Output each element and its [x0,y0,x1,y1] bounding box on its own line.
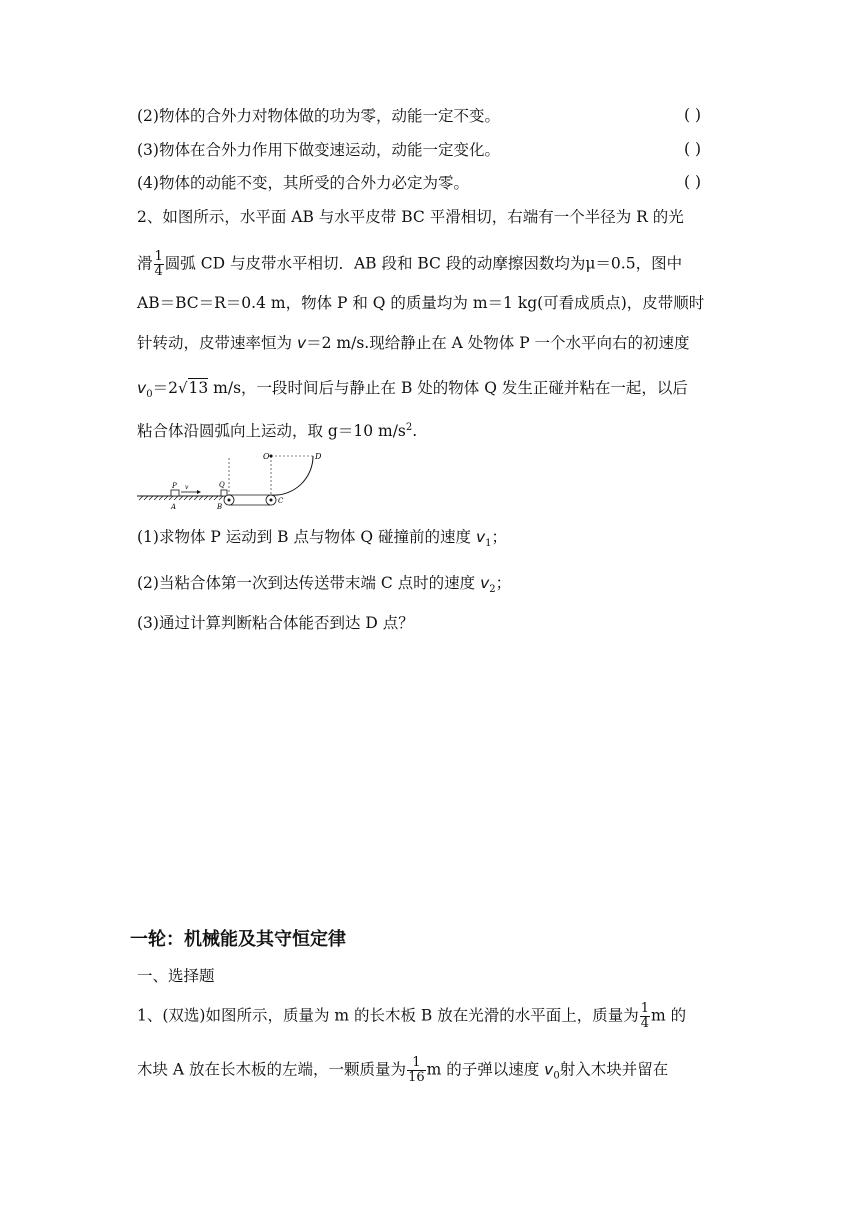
question-3: (3)通过计算判断粘合体能否到达 D 点？ [137,614,414,632]
label-a: A [171,503,177,511]
problem1-line-1: 1、(双选)如图所示，质量为 m 的长木板 B 放在光滑的水平面上，质量为 $\frac{1}{4}$ m 的 [137,1001,687,1031]
block-q [221,490,227,496]
problem1-line-2: 木块 A 放在长木板的左端，一颗质量为 $\frac{1}{16}$ m 的子弹以速度 $v_0$射入木块并留在 [137,1055,669,1085]
judgement-text: (3)物体在合外力作用下做变速运动，动能一定变化。 [137,141,500,159]
problem2-line-6: 粘合体沿圆弧向上运动，取 g＝10 $m/s^2$. [137,422,418,441]
answer-paren: ( ) [684,173,702,191]
section-title: 一轮：机械能及其守恒定律 [130,929,346,950]
judgement-item-2 [137,106,500,126]
velocity-symbol: v [296,334,307,352]
problem2-line-2: 滑 $\frac{1}{4}$ 圆弧 CD 与皮带水平相切．AB 段和 BC 段的动摩擦因数均为μ＝0.5，图中 [137,249,683,279]
question-2: (2)当粘合体第一次到达传送带末端 C 点时的速度 $v_2$； [137,574,512,596]
label-q: Q [219,481,225,489]
label-o: O [263,452,270,461]
velocity-symbol: v [137,379,147,397]
problem2-line-4: 针转动，皮带速率恒为 v＝2 m/s.现给静止在 A 处物体 P 一个水平向右的初速度 [137,334,690,352]
judgement-item-4 [137,173,469,193]
sqrt-radicand: 13 [188,379,209,397]
problem2-line-1: 2、如图所示，水平面 AB 与水平皮带 BC 平滑相切，右端有一个半径为 R 的光 [137,208,684,226]
answer-paren: ( ) [684,106,702,124]
fraction-quarter: $\frac{1}{4}$ [640,1001,650,1031]
label-d: D [315,452,322,461]
arc-cd [271,456,313,495]
block-p [171,490,179,496]
question-1: (1)求物体 P 运动到 B 点与物体 Q 碰撞前的速度 $v_1$； [137,528,508,550]
section-subtitle: 一、选择题 [137,967,215,985]
answer-paren: ( ) [684,140,702,158]
ground-hatch [139,496,223,500]
label-c: C [278,497,284,505]
label-b: B [217,503,223,511]
problem2-line-5: $v_0=2√13$ m/s，一段时间后与静止在 B 处的物体 Q 发生正碰并粘在一起，以后 [137,379,688,401]
sqrt-icon: √ [177,379,188,397]
conveyor-belt-figure [137,450,347,512]
judgement-item-3 [137,140,500,160]
label-p: P [172,482,177,490]
judgement-text: (4)物体的动能不变，其所受的合外力必定为零。 [137,174,469,192]
problem2-line-3: AB＝BC＝R＝0.4 m，物体 P 和 Q 的质量均为 m＝1 kg(可看成质点)，皮带顺时 [137,294,705,312]
fraction-sixteenth: $\frac{1}{16}$ [408,1055,425,1085]
label-v0: v [185,484,189,491]
judgement-text: (2)物体的合外力对物体做的功为零，动能一定不变。 [137,107,500,125]
center-o [270,455,273,458]
fraction-quarter: $\frac{1}{4}$ [154,249,163,279]
